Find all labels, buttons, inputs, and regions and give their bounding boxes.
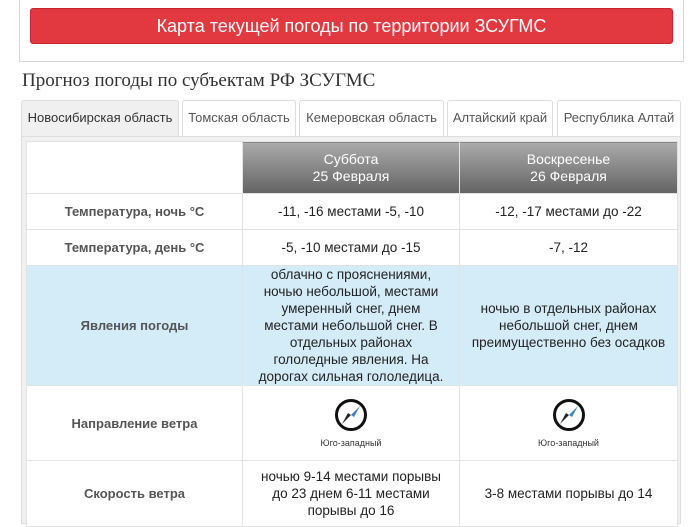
wind-speed-day2: 3-8 местами порывы до 14 xyxy=(460,461,678,527)
temp-night-day1: -11, -16 местами -5, -10 xyxy=(243,194,460,230)
phenomena-day1: облачно с прояснениями, ночью небольшой, местами умеренный снег, днем местами небольшой снег. В отдельных районах гололедные явления. На дорогах сильная гололедица. xyxy=(243,266,460,386)
table-row xyxy=(27,194,678,230)
temp-night-day2: -12, -17 местами до -22 xyxy=(460,194,678,230)
day-1-date: 25 Февраля xyxy=(312,167,390,184)
forecast-table xyxy=(26,141,678,527)
wind-direction-day2 xyxy=(460,386,678,461)
day-2-date: 26 Февраля xyxy=(530,167,607,184)
temp-day-day2: -7, -12 xyxy=(460,230,678,266)
tab-altai-republic[interactable]: Республика Алтай xyxy=(557,100,681,136)
header-row xyxy=(27,142,678,194)
tab-novosibirsk[interactable]: Новосибирская область xyxy=(21,100,179,137)
row-label-wind-speed: Скорость ветра xyxy=(27,461,243,527)
compass-icon xyxy=(334,398,368,432)
day-header-1 xyxy=(243,142,460,194)
table-row xyxy=(27,386,678,461)
tab-tomsk[interactable]: Томская область xyxy=(182,100,296,136)
tab-kemerovo[interactable]: Кемеровская область xyxy=(299,100,444,136)
wind-direction-label-1: Юго-западный xyxy=(320,438,382,448)
day-header-2 xyxy=(460,142,678,194)
wind-direction-label-2: Юго-западный xyxy=(538,438,599,448)
table-row xyxy=(27,266,678,386)
temp-day-day1: -5, -10 местами до -15 xyxy=(243,230,460,266)
wind-direction-day1 xyxy=(243,386,460,461)
tab-altai-krai[interactable]: Алтайский край xyxy=(447,100,553,136)
wind-speed-day1: ночью 9-14 местами порывы до 23 днем 6-11 местами порывы до 16 xyxy=(243,461,460,527)
phenomena-day2: ночью в отдельных районах небольшой снег, днем преимущественно без осадков xyxy=(460,266,678,386)
compass-icon xyxy=(552,398,586,432)
table-row xyxy=(27,230,678,266)
day-2-weekday: Воскресенье xyxy=(526,150,611,167)
section-title: Прогноз погоды по субъектам РФ ЗСУГМС xyxy=(22,70,376,91)
weather-map-button[interactable]: Карта текущей погоды по территории ЗСУГМС xyxy=(30,8,673,44)
row-label-wind-direction: Направление ветра xyxy=(27,386,243,461)
row-label-phenomena: Явления погоды xyxy=(27,266,243,386)
header-corner xyxy=(27,142,243,194)
row-label-temp-night: Температура, ночь °C xyxy=(27,194,243,230)
row-label-temp-day: Температура, день °C xyxy=(27,230,243,266)
table-row xyxy=(27,461,678,527)
day-1-weekday: Суббота xyxy=(323,150,379,167)
